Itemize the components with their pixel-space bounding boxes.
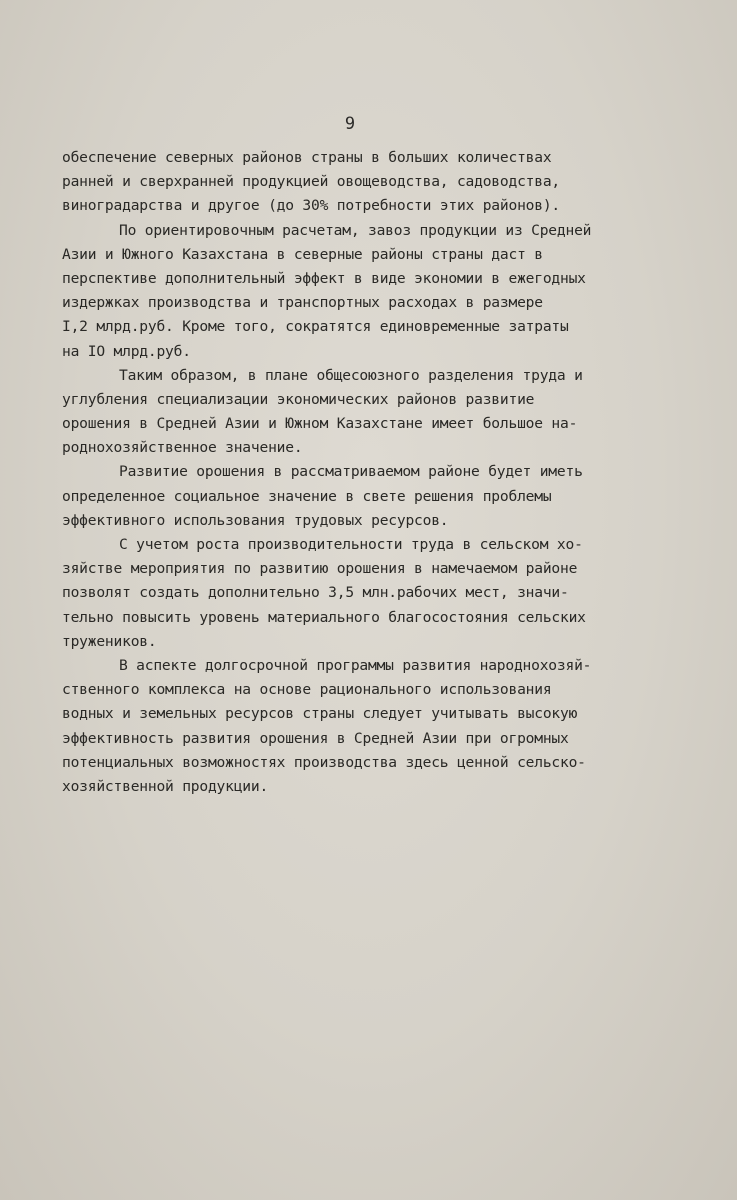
paragraph-start-line: По ориентировочным расчетам, завоз продукции из Средней	[119, 221, 592, 239]
text-line: тружеников.	[62, 632, 157, 650]
text-line: виноградарства и другое (до 30% потребности этих районов).	[62, 197, 560, 215]
paragraph-start-line: В аспекте долгосрочной программы развития народнохозяй-	[119, 656, 592, 674]
paragraph-start-line: Таким образом, в плане общесоюзного разделения труда и	[119, 366, 583, 384]
page-number: 9	[344, 114, 356, 134]
text-line: роднохозяйственное значение.	[62, 439, 303, 457]
text-line: углубления специализации экономических районов развитие	[62, 390, 535, 408]
text-line: перспективе дополнительный эффект в виде экономии в ежегодных	[62, 269, 586, 287]
text-line: издержках производства и транспортных расходах в размере	[62, 294, 543, 312]
text-line: на IO млрд.руб.	[62, 342, 191, 360]
text-line: водных и земельных ресурсов страны следует учитывать высокую	[62, 705, 578, 723]
paragraph-start-line: С учетом роста производительности труда в сельском хо-	[119, 536, 583, 553]
text-line: хозяйственной продукции.	[62, 777, 269, 795]
text-line: потенциальных возможностях производства здесь ценной сельско-	[62, 753, 586, 771]
text-line: орошения в Средней Азии и Южном Казахстане имеет большое на-	[62, 415, 578, 433]
text-line: позволят создать дополнительно 3,5 млн.рабочих мест, значи-	[62, 584, 569, 602]
paragraph-start-line: Развитие орошения в рассматриваемом районе будет иметь	[119, 463, 583, 481]
body-text	[62, 146, 662, 799]
text-line: I,2 млрд.руб. Кроме того, сократятся единовременные затраты	[62, 318, 569, 336]
text-line: эффективность развития орошения в Средней Азии при огромных	[62, 729, 569, 747]
text-line: ственного комплекса на основе рационального использования	[62, 681, 552, 699]
text-line: определенное социальное значение в свете решения проблемы	[62, 487, 552, 505]
text-line: Азии и Южного Казахстана в северные районы страны даст в	[62, 245, 543, 263]
text-line: обеспечение северных районов страны в больших количествах	[62, 149, 552, 166]
text-line: тельно повысить уровень материального благосостояния сельских	[62, 608, 586, 626]
text-line: эффективного использования трудовых ресурсов.	[62, 511, 449, 529]
text-line: зяйстве мероприятия по развитию орошения в намечаемом районе	[62, 560, 578, 578]
text-line: ранней и сверхранней продукцией овощеводства, садоводства,	[62, 173, 560, 191]
